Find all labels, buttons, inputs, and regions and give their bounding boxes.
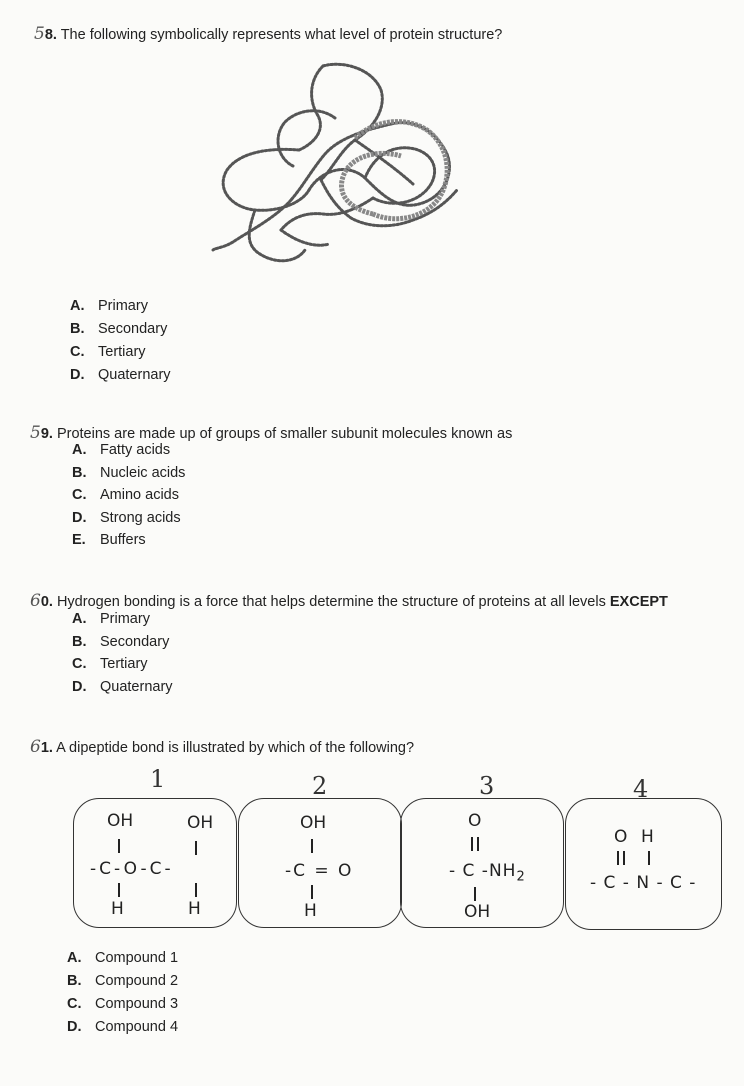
single-bond [648,851,650,865]
single-bond [118,839,120,853]
question-text: Proteins are made up of groups of smaller subunit molecules known as [56,426,513,442]
question-number: 1. [40,740,53,756]
hydroxyl-group: OH [107,811,134,831]
single-bond [311,885,313,899]
option-d[interactable] [70,367,171,383]
option-c[interactable] [70,344,146,360]
compound-label-4: 4 [633,775,649,803]
compound-label-1: 1 [150,765,166,793]
question-number: 8. [44,27,57,43]
option-text: Nucleic acids [100,465,186,481]
hydroxyl-group: OH [187,813,214,833]
option-text: Compound 4 [95,1019,179,1035]
question-text: Hydrogen bonding is a force that helps determine the structure of proteins at all levels [56,594,606,610]
option-letter: C. [67,996,82,1012]
option-letter: B. [72,634,87,650]
option-letter: C. [72,487,87,503]
option-letter: B. [72,465,87,481]
option-text: Strong acids [100,510,181,526]
option-e[interactable] [72,532,146,548]
compound-label-3: 3 [479,772,495,800]
option-a[interactable] [67,950,178,966]
hydrogen-atom: H [304,901,317,921]
option-text: Tertiary [98,344,146,360]
option-letter: E. [72,532,86,548]
single-bond [311,839,313,853]
chain-formula: -C-O-C- [90,859,174,879]
single-bond [195,841,197,855]
option-a[interactable] [70,298,148,314]
option-letter: D. [70,367,85,383]
option-letter: B. [67,973,82,989]
compound-3-box[interactable] [400,798,564,928]
handwritten-number: 5 [34,24,45,44]
oxygen-atom: O [614,827,628,847]
option-text: Amino acids [100,487,179,503]
double-bond-line [623,851,625,865]
option-letter: C. [70,344,85,360]
question-number: 9. [40,426,53,442]
compound-2-box[interactable] [238,798,402,928]
option-text: Tertiary [100,656,148,672]
option-text: Secondary [98,321,168,337]
option-text: Compound 2 [95,973,179,989]
hydrogen-atom: H [188,899,201,919]
question-58-stem [34,24,502,44]
question-text: A dipeptide bond is illustrated by which of the following? [56,740,415,756]
double-bond-line [477,837,479,851]
question-text: The following symbolically represents what level of protein structure? [60,27,503,43]
handwritten-number: 5 [30,423,41,443]
option-letter: A. [67,950,82,966]
option-text: Compound 1 [95,950,179,966]
question-number: 0. [40,594,53,610]
option-text: Primary [98,298,148,314]
option-c[interactable] [67,996,178,1012]
option-text: Fatty acids [100,442,171,458]
option-c[interactable] [72,487,179,503]
single-bond [118,883,120,897]
option-text: Quaternary [98,367,171,383]
chain-formula: -C = O [285,861,354,881]
compound-4-box[interactable] [565,798,722,930]
option-b[interactable] [72,465,185,481]
option-d[interactable] [72,679,173,695]
chain-formula: - C - N - C - [590,873,697,893]
hydrogen-atom: H [641,827,654,847]
question-59-stem [30,423,512,443]
option-a[interactable] [72,442,170,458]
option-letter: D. [67,1019,82,1035]
option-letter: C. [72,656,87,672]
handwritten-number: 6 [30,737,41,757]
option-letter: B. [70,321,85,337]
double-bond-line [471,837,473,851]
option-letter: D. [72,679,87,695]
option-b[interactable] [67,973,178,989]
option-b[interactable] [70,321,167,337]
option-letter: A. [70,298,85,314]
handwritten-number: 6 [30,591,41,611]
question-60-stem [30,591,668,611]
question-61-stem [30,737,414,757]
option-c[interactable] [72,656,148,672]
option-letter: A. [72,442,87,458]
single-bond [474,887,476,901]
option-text: Secondary [100,634,170,650]
hydrogen-atom: H [111,899,124,919]
option-text: Buffers [100,532,146,548]
option-d[interactable] [72,510,181,526]
emphasis-text: EXCEPT [609,594,668,610]
option-d[interactable] [67,1019,178,1035]
single-bond [195,883,197,897]
subscript: 2 [516,869,526,885]
hydroxyl-group: OH [300,813,327,833]
option-text: Primary [100,611,150,627]
option-a[interactable] [72,611,150,627]
option-letter: D. [72,510,87,526]
double-bond-line [617,851,619,865]
compound-1-box[interactable] [73,798,237,928]
chain-formula [449,861,526,884]
oxygen-atom: O [468,811,482,831]
chain-text: - C -NH [449,861,517,881]
option-b[interactable] [72,634,169,650]
compound-label-2: 2 [312,772,328,800]
option-text: Quaternary [100,679,173,695]
option-letter: A. [72,611,87,627]
option-text: Compound 3 [95,996,179,1012]
hydroxyl-group: OH [464,902,491,922]
protein-structure-figure [205,58,475,273]
